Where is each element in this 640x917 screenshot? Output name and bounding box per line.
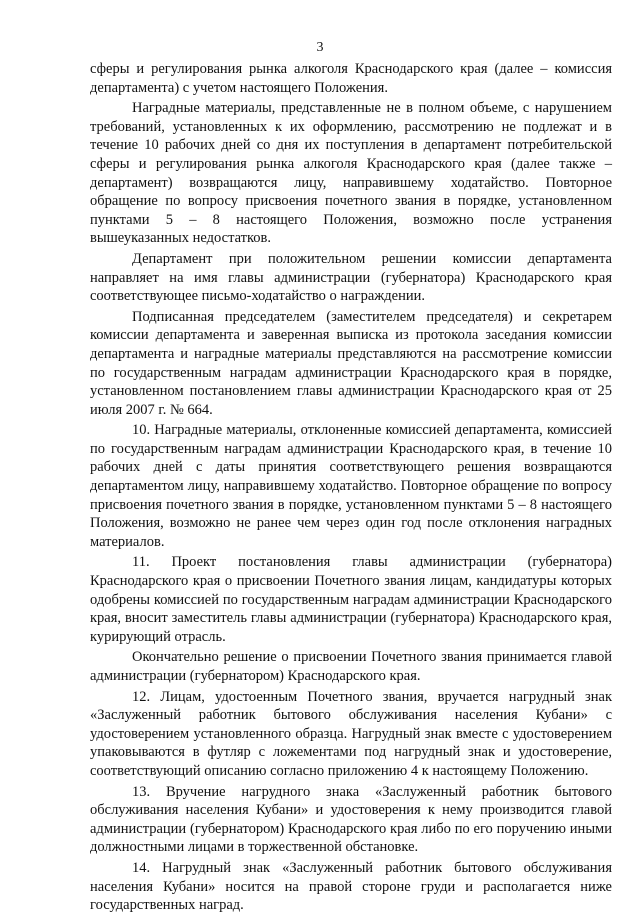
paragraph-item-14: 14. Нагрудный знак «Заслуженный работник бытового обслуживания населения Кубани» носится на правой стороне груди и располагается ниже государственных наград. [90,859,612,914]
paragraph-award-materials-return: Наградные материалы, представленные не в полном объеме, с нарушением требований, установленных к их оформлению, рассмотрению не подлежат и в течение 10 рабочих дней со дня их поступления в департамент потребительской сферы и регулирования рынка алкоголя Краснодарского края (далее также – департамент) возвращаются лицу, направившему ходатайство. Повторное обращение по вопросу присвоения почетного звания в порядке, установленном пунктами 5 – 8 настоящего Положения, возможно после устранения вышеуказанных недостатков. [90,100,612,247]
paragraph-protocol-extract: Подписанная председателем (заместителем председателя) и секретарем комиссии департамента и заверенная выписка из протокола заседания комиссии департамента и наградные материалы представляются на рассмотрение комиссии по государственным наградам администрации Краснодарского края в порядке, установленном постановлением главы администрации Краснодарского края от 25 июля 2007 г. № 664. [90,308,612,418]
paragraph-item-12: 12. Лицам, удостоенным Почетного звания, вручается нагрудный знак «Заслуженный работник бытового обслуживания населения Кубани» с удостоверением установленного образца. Нагрудный знак вместе с удостоверением упаковываются в футляр с ложементами под нагрудный знак и удостоверение, соответствующий описанию согласно приложению 4 к настоящему Положению. [90,688,612,779]
paragraph-continuation: сферы и регулирования рынка алкоголя Краснодарского края (далее – комиссия департамента) с учетом настоящего Положения. [90,61,612,96]
paragraph-final-decision: Окончательно решение о присвоении Почетного звания принимается главой администрации (губернатором) Краснодарского края. [90,649,612,684]
document-body [90,60,612,917]
paragraph-department-petition: Департамент при положительном решении комиссии департамента направляет на имя главы администрации (губернатора) Краснодарского края соответствующее письмо-ходатайство о награждении. [90,250,612,305]
paragraph-item-11: 11. Проект постановления главы администрации (губернатора) Краснодарского края о присвоении Почетного звания лицам, кандидатуры которых одобрены комиссией по государственным наградам администрации Краснодарского края, вносит заместитель главы администрации (губернатора) Краснодарского края, курирующий отрасль. [90,554,612,645]
page-number: 3 [316,40,324,55]
paragraph-item-10: 10. Наградные материалы, отклоненные комиссией департамента, комиссией по государственным наградам администрации Краснодарского края, в течение 10 рабочих дней с даты принятия соответствующего решения возвращаются департаментом лицу, направившему ходатайство. Повторное обращение по вопросу присвоения почетного звания в порядке, установленном пунктами 5 – 8 настоящего Положения, возможно не ранее чем через один год после отклонения наградных материалов. [90,422,612,550]
paragraph-item-13: 13. Вручение нагрудного знака «Заслуженный работник бытового обслуживания населения Кубани» и удостоверения к нему производится главой администрации (губернатором) Краснодарского края либо по его поручению иными должностными лицами в торжественной обстановке. [90,783,612,856]
